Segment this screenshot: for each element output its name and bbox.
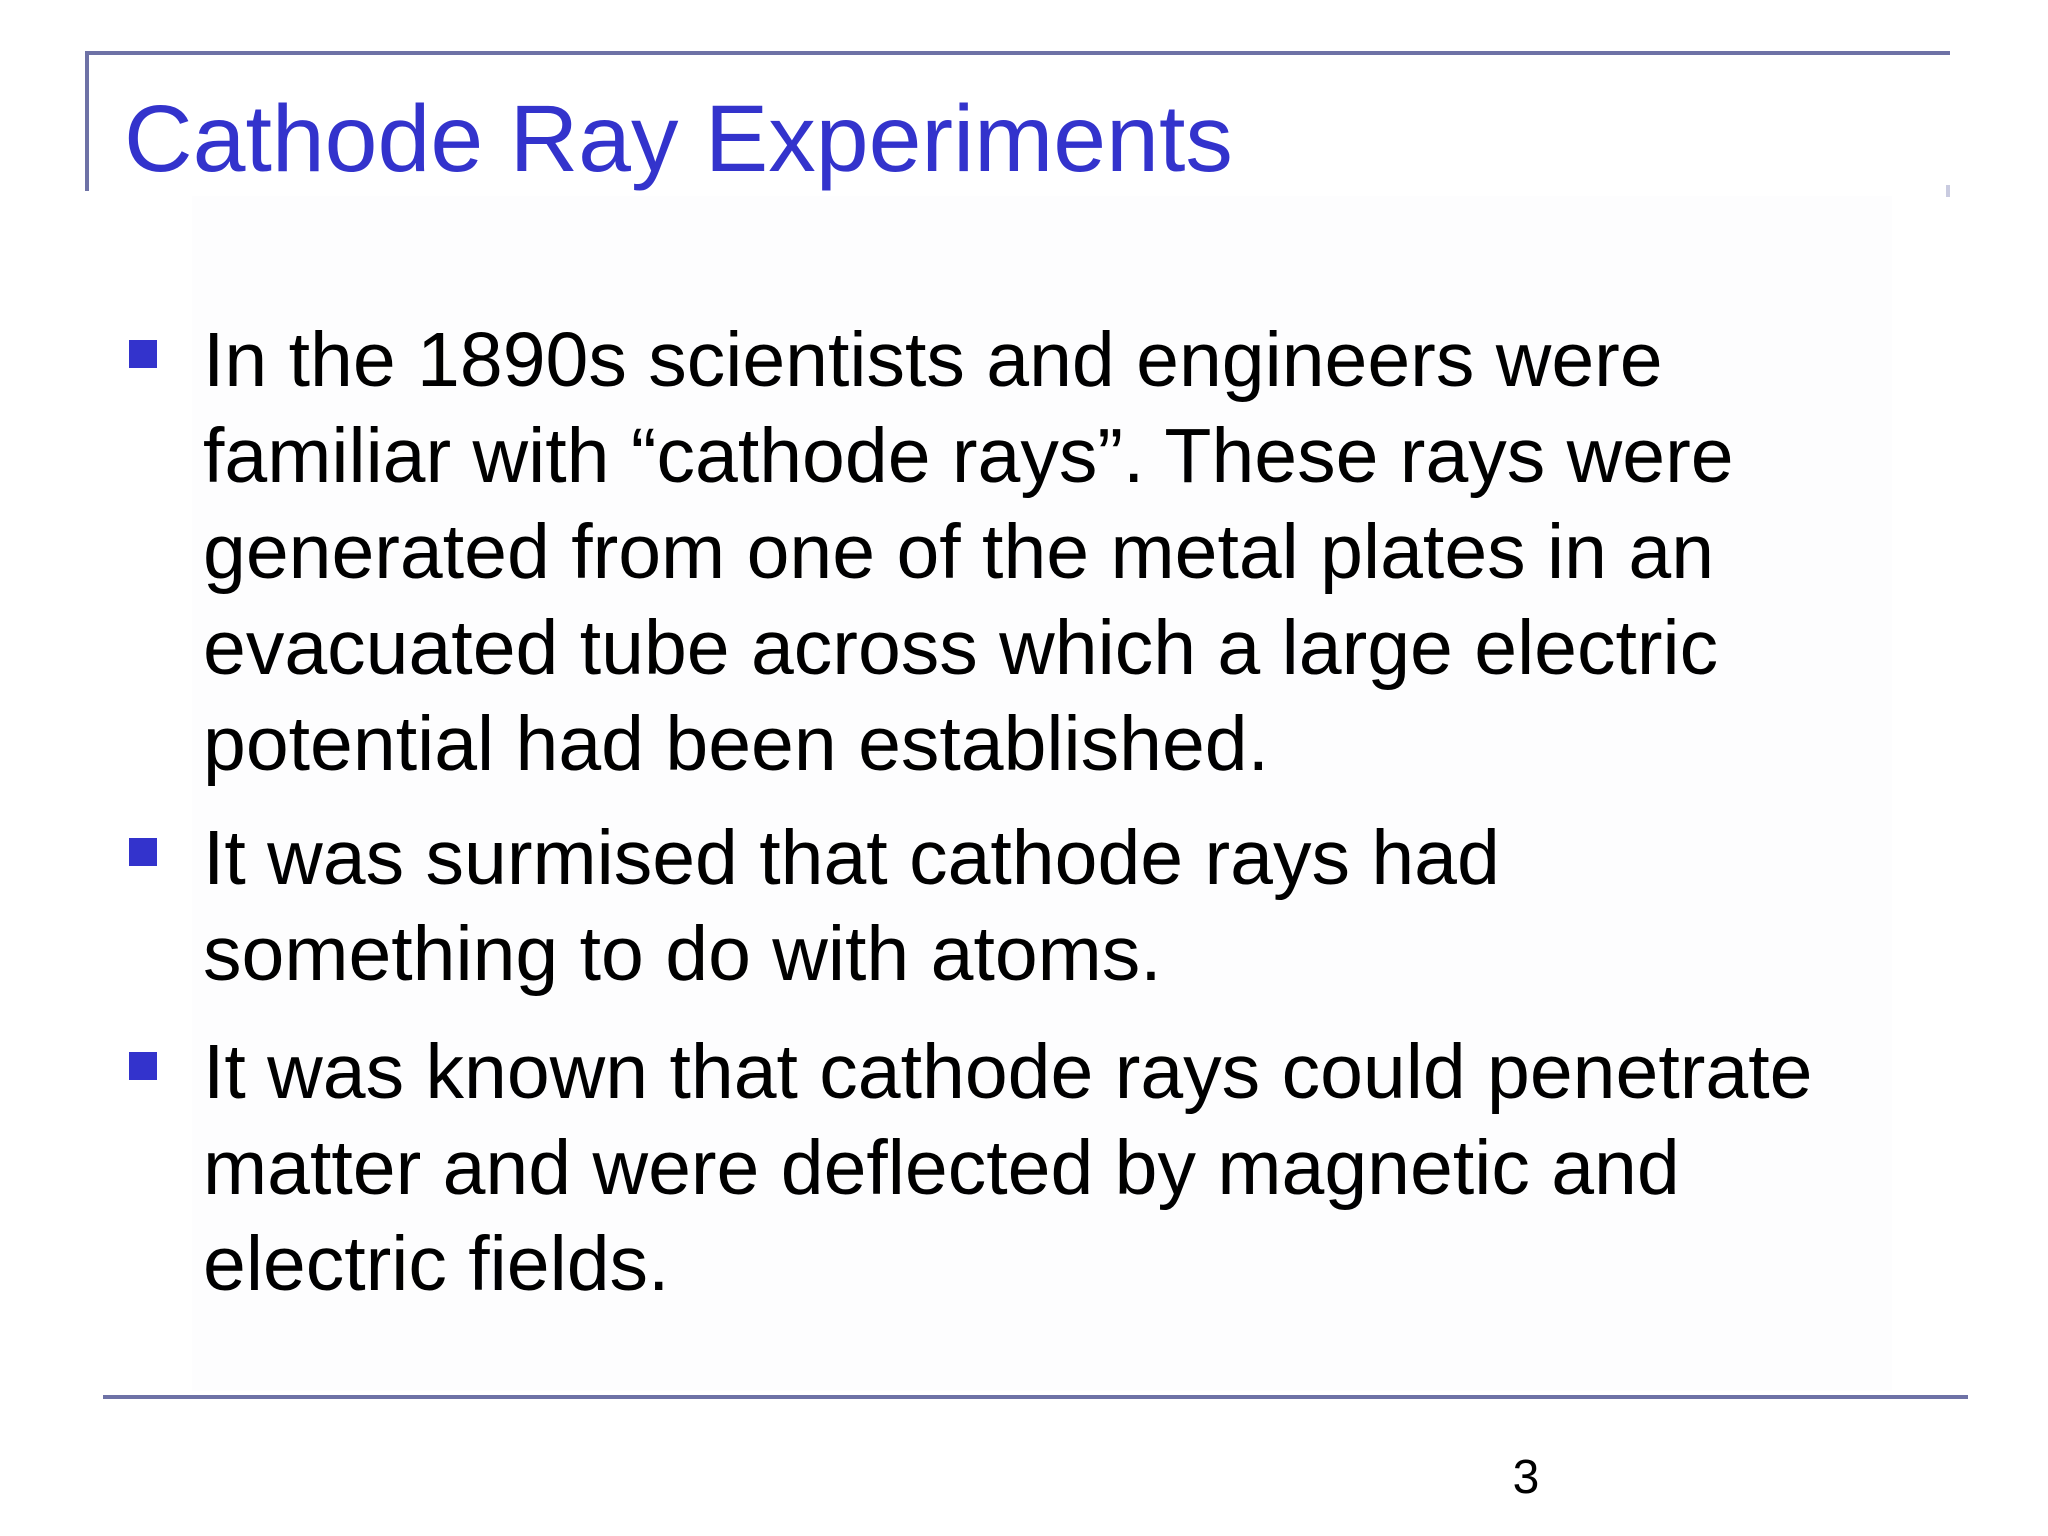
square-bullet-icon — [129, 1052, 157, 1080]
bullet-line: It was known that cathode rays could penetrate — [203, 1029, 1813, 1115]
bullet-line: electric fields. — [203, 1221, 670, 1307]
slide-title: Cathode Ray Experiments — [124, 86, 1233, 192]
bullet-line: In the 1890s scientists and engineers were — [203, 317, 1663, 403]
square-bullet-icon — [129, 838, 157, 866]
bullet-line: something to do with atoms. — [203, 911, 1162, 997]
bullet-line: generated from one of the metal plates in an — [203, 509, 1715, 595]
bullet-text — [203, 312, 1903, 792]
square-bullet-icon — [129, 340, 157, 368]
bullet-line: familiar with “cathode rays”. These rays were — [203, 413, 1734, 499]
bullet-text — [203, 1024, 1903, 1312]
bullet-line: matter and were deflected by magnetic and — [203, 1125, 1680, 1211]
bullet-line: evacuated tube across which a large electric — [203, 605, 1719, 691]
bottom-divider — [103, 1395, 1968, 1399]
bullet-text — [203, 810, 1903, 1002]
bullet-line: potential had been established. — [203, 701, 1270, 787]
bullet-line: It was surmised that cathode rays had — [203, 815, 1500, 901]
page-number: 3 — [1512, 1451, 1540, 1504]
